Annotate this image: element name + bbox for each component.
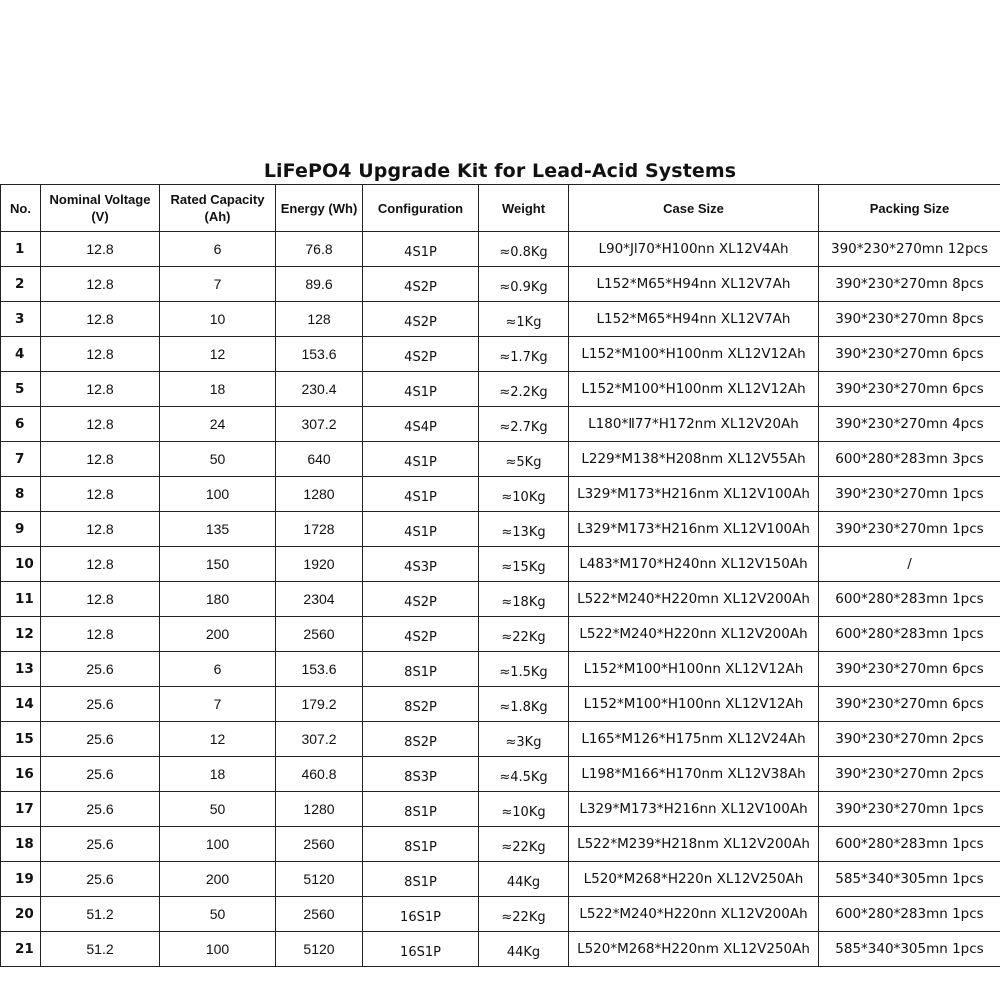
cell-packing-size: 390*230*270mn 1pcs	[819, 477, 1000, 512]
cell-capacity: 24	[160, 407, 276, 442]
cell-packing-size: 390*230*270mn 6pcs	[819, 652, 1000, 687]
cell-weight: ≈2.2Kg	[479, 372, 569, 407]
cell-energy: 1920	[276, 547, 363, 582]
table-row	[1, 722, 1000, 757]
cell-energy: 307.2	[276, 407, 363, 442]
cell-configuration: 4S1P	[363, 232, 479, 267]
header-capacity: Rated Capacity (Ah)	[160, 185, 276, 232]
cell-voltage: 25.6	[41, 687, 160, 722]
cell-weight: ≈2.7Kg	[479, 407, 569, 442]
cell-weight: ≈22Kg	[479, 897, 569, 932]
cell-no: 8	[1, 477, 41, 512]
cell-voltage: 12.8	[41, 232, 160, 267]
header-no: No.	[1, 185, 41, 232]
cell-packing-size: /	[819, 547, 1000, 582]
cell-case-size: L522*M240*H220nn XL12V200Ah	[569, 897, 819, 932]
cell-voltage: 12.8	[41, 267, 160, 302]
table-row	[1, 477, 1000, 512]
table-row	[1, 757, 1000, 792]
table-row	[1, 652, 1000, 687]
cell-weight: ≈0.9Kg	[479, 267, 569, 302]
cell-packing-size: 390*230*270mn 6pcs	[819, 372, 1000, 407]
cell-weight: ≈10Kg	[479, 477, 569, 512]
cell-voltage: 12.8	[41, 442, 160, 477]
cell-packing-size: 600*280*283mn 3pcs	[819, 442, 1000, 477]
cell-packing-size: 600*280*283mn 1pcs	[819, 827, 1000, 862]
table-row	[1, 442, 1000, 477]
table-row	[1, 372, 1000, 407]
cell-packing-size: 390*230*270mn 8pcs	[819, 302, 1000, 337]
cell-weight: ≈18Kg	[479, 582, 569, 617]
cell-packing-size: 390*230*270mn 8pcs	[819, 267, 1000, 302]
cell-configuration: 8S1P	[363, 652, 479, 687]
cell-packing-size: 390*230*270mn 1pcs	[819, 792, 1000, 827]
cell-no: 18	[1, 827, 41, 862]
cell-capacity: 18	[160, 757, 276, 792]
cell-capacity: 6	[160, 232, 276, 267]
cell-no: 9	[1, 512, 41, 547]
cell-capacity: 50	[160, 792, 276, 827]
cell-capacity: 200	[160, 862, 276, 897]
cell-energy: 1280	[276, 477, 363, 512]
cell-no: 7	[1, 442, 41, 477]
cell-energy: 153.6	[276, 652, 363, 687]
cell-weight: 44Kg	[479, 932, 569, 967]
cell-configuration: 8S3P	[363, 757, 479, 792]
table-row	[1, 687, 1000, 722]
cell-packing-size: 585*340*305mn 1pcs	[819, 862, 1000, 897]
cell-configuration: 4S2P	[363, 582, 479, 617]
cell-configuration: 4S2P	[363, 302, 479, 337]
cell-case-size: L90*Jl70*H100nn XL12V4Ah	[569, 232, 819, 267]
cell-case-size: L522*M240*H220mn XL12V200Ah	[569, 582, 819, 617]
cell-configuration: 4S1P	[363, 477, 479, 512]
cell-configuration: 8S2P	[363, 722, 479, 757]
cell-energy: 307.2	[276, 722, 363, 757]
cell-no: 1	[1, 232, 41, 267]
cell-voltage: 25.6	[41, 722, 160, 757]
cell-voltage: 12.8	[41, 547, 160, 582]
cell-voltage: 25.6	[41, 792, 160, 827]
cell-configuration: 4S1P	[363, 442, 479, 477]
table-row	[1, 267, 1000, 302]
cell-no: 15	[1, 722, 41, 757]
header-voltage: Nominal Voltage (V)	[41, 185, 160, 232]
cell-voltage: 12.8	[41, 477, 160, 512]
cell-packing-size: 390*230*270mn 1pcs	[819, 512, 1000, 547]
cell-no: 19	[1, 862, 41, 897]
cell-voltage: 25.6	[41, 827, 160, 862]
cell-weight: ≈15Kg	[479, 547, 569, 582]
cell-weight: ≈1.5Kg	[479, 652, 569, 687]
cell-capacity: 100	[160, 827, 276, 862]
cell-no: 11	[1, 582, 41, 617]
table-row	[1, 407, 1000, 442]
header-energy: Energy (Wh)	[276, 185, 363, 232]
cell-case-size: L522*M240*H220nn XL12V200Ah	[569, 617, 819, 652]
cell-weight: ≈10Kg	[479, 792, 569, 827]
cell-capacity: 12	[160, 337, 276, 372]
spec-table	[0, 184, 1000, 967]
cell-no: 14	[1, 687, 41, 722]
page-title: LiFePO4 Upgrade Kit for Lead-Acid Systems	[263, 160, 737, 182]
cell-no: 4	[1, 337, 41, 372]
cell-no: 2	[1, 267, 41, 302]
cell-case-size: L152*M100*H100nn XL12V12Ah	[569, 652, 819, 687]
cell-packing-size: 390*230*270mn 4pcs	[819, 407, 1000, 442]
cell-case-size: L329*M173*H216nn XL12V100Ah	[569, 792, 819, 827]
header-row	[1, 185, 1000, 232]
cell-voltage: 12.8	[41, 302, 160, 337]
cell-packing-size: 600*280*283mn 1pcs	[819, 582, 1000, 617]
table-row	[1, 897, 1000, 932]
cell-capacity: 150	[160, 547, 276, 582]
cell-no: 16	[1, 757, 41, 792]
cell-case-size: L152*M100*H100nn XL12V12Ah	[569, 687, 819, 722]
cell-energy: 2560	[276, 617, 363, 652]
cell-case-size: L152*M100*H100nm XL12V12Ah	[569, 372, 819, 407]
cell-no: 5	[1, 372, 41, 407]
cell-voltage: 12.8	[41, 582, 160, 617]
cell-capacity: 100	[160, 477, 276, 512]
cell-configuration: 4S1P	[363, 372, 479, 407]
cell-case-size: L152*M100*H100nm XL12V12Ah	[569, 337, 819, 372]
cell-energy: 230.4	[276, 372, 363, 407]
cell-capacity: 10	[160, 302, 276, 337]
header-weight: Weight	[479, 185, 569, 232]
cell-no: 3	[1, 302, 41, 337]
cell-energy: 179.2	[276, 687, 363, 722]
cell-packing-size: 390*230*270mn 6pcs	[819, 687, 1000, 722]
cell-voltage: 12.8	[41, 512, 160, 547]
cell-energy: 460.8	[276, 757, 363, 792]
cell-no: 13	[1, 652, 41, 687]
cell-energy: 640	[276, 442, 363, 477]
cell-case-size: L180*Ⅱ77*H172nm XL12V20Ah	[569, 407, 819, 442]
cell-configuration: 16S1P	[363, 932, 479, 967]
cell-packing-size: 390*230*270mn 12pcs	[819, 232, 1000, 267]
cell-no: 17	[1, 792, 41, 827]
cell-weight: ≈3Kg	[479, 722, 569, 757]
cell-voltage: 25.6	[41, 652, 160, 687]
cell-configuration: 4S2P	[363, 267, 479, 302]
cell-no: 12	[1, 617, 41, 652]
cell-no: 10	[1, 547, 41, 582]
cell-energy: 1728	[276, 512, 363, 547]
table-row	[1, 617, 1000, 652]
cell-configuration: 8S2P	[363, 687, 479, 722]
cell-no: 21	[1, 932, 41, 967]
cell-energy: 76.8	[276, 232, 363, 267]
cell-weight: ≈1.8Kg	[479, 687, 569, 722]
header-packing-size: Packing Size	[819, 185, 1000, 232]
cell-packing-size: 600*280*283mn 1pcs	[819, 617, 1000, 652]
cell-energy: 2560	[276, 827, 363, 862]
cell-energy: 2560	[276, 897, 363, 932]
cell-configuration: 4S2P	[363, 337, 479, 372]
cell-weight: ≈5Kg	[479, 442, 569, 477]
cell-no: 6	[1, 407, 41, 442]
cell-weight: ≈4.5Kg	[479, 757, 569, 792]
cell-voltage: 25.6	[41, 862, 160, 897]
cell-energy: 5120	[276, 862, 363, 897]
cell-case-size: L165*M126*H175nm XL12V24Ah	[569, 722, 819, 757]
cell-case-size: L229*M138*H208nm XL12V55Ah	[569, 442, 819, 477]
table-row	[1, 862, 1000, 897]
cell-capacity: 50	[160, 442, 276, 477]
cell-packing-size: 390*230*270mn 2pcs	[819, 722, 1000, 757]
cell-capacity: 100	[160, 932, 276, 967]
cell-packing-size: 585*340*305mn 1pcs	[819, 932, 1000, 967]
cell-weight: 44Kg	[479, 862, 569, 897]
cell-weight: ≈22Kg	[479, 617, 569, 652]
cell-weight: ≈22Kg	[479, 827, 569, 862]
table-row	[1, 932, 1000, 967]
cell-capacity: 180	[160, 582, 276, 617]
cell-voltage: 12.8	[41, 372, 160, 407]
cell-configuration: 4S2P	[363, 617, 479, 652]
cell-case-size: L152*M65*H94nn XL12V7Ah	[569, 267, 819, 302]
cell-energy: 89.6	[276, 267, 363, 302]
cell-voltage: 51.2	[41, 932, 160, 967]
header-configuration: Configuration	[363, 185, 479, 232]
cell-capacity: 12	[160, 722, 276, 757]
cell-capacity: 6	[160, 652, 276, 687]
cell-no: 20	[1, 897, 41, 932]
cell-energy: 5120	[276, 932, 363, 967]
cell-configuration: 4S1P	[363, 512, 479, 547]
cell-capacity: 7	[160, 267, 276, 302]
cell-weight: ≈1Kg	[479, 302, 569, 337]
cell-case-size: L329*M173*H216nm XL12V100Ah	[569, 512, 819, 547]
cell-energy: 153.6	[276, 337, 363, 372]
cell-case-size: L198*M166*H170nm XL12V38Ah	[569, 757, 819, 792]
cell-voltage: 12.8	[41, 337, 160, 372]
cell-weight: ≈13Kg	[479, 512, 569, 547]
cell-voltage: 51.2	[41, 897, 160, 932]
cell-case-size: L522*M239*H218nm XL12V200Ah	[569, 827, 819, 862]
cell-energy: 128	[276, 302, 363, 337]
table-row	[1, 337, 1000, 372]
cell-weight: ≈0.8Kg	[479, 232, 569, 267]
cell-capacity: 135	[160, 512, 276, 547]
cell-weight: ≈1.7Kg	[479, 337, 569, 372]
cell-voltage: 25.6	[41, 757, 160, 792]
cell-case-size: L329*M173*H216nm XL12V100Ah	[569, 477, 819, 512]
cell-packing-size: 390*230*270mn 6pcs	[819, 337, 1000, 372]
cell-packing-size: 390*230*270mn 2pcs	[819, 757, 1000, 792]
cell-voltage: 12.8	[41, 617, 160, 652]
cell-configuration: 8S1P	[363, 862, 479, 897]
cell-configuration: 4S3P	[363, 547, 479, 582]
table-row	[1, 302, 1000, 337]
cell-case-size: L520*M268*H220n XL12V250Ah	[569, 862, 819, 897]
table-row	[1, 232, 1000, 267]
table-row	[1, 547, 1000, 582]
cell-configuration: 8S1P	[363, 792, 479, 827]
cell-configuration: 16S1P	[363, 897, 479, 932]
table-row	[1, 512, 1000, 547]
cell-capacity: 50	[160, 897, 276, 932]
cell-voltage: 12.8	[41, 407, 160, 442]
cell-case-size: L483*M170*H240nn XL12V150Ah	[569, 547, 819, 582]
cell-configuration: 8S1P	[363, 827, 479, 862]
table-row	[1, 792, 1000, 827]
cell-capacity: 18	[160, 372, 276, 407]
cell-energy: 1280	[276, 792, 363, 827]
cell-case-size: L152*M65*H94nn XL12V7Ah	[569, 302, 819, 337]
cell-packing-size: 600*280*283mn 1pcs	[819, 897, 1000, 932]
table-row	[1, 582, 1000, 617]
cell-capacity: 200	[160, 617, 276, 652]
header-case-size: Case Size	[569, 185, 819, 232]
table-row	[1, 827, 1000, 862]
cell-energy: 2304	[276, 582, 363, 617]
cell-case-size: L520*M268*H220nm XL12V250Ah	[569, 932, 819, 967]
cell-configuration: 4S4P	[363, 407, 479, 442]
cell-capacity: 7	[160, 687, 276, 722]
